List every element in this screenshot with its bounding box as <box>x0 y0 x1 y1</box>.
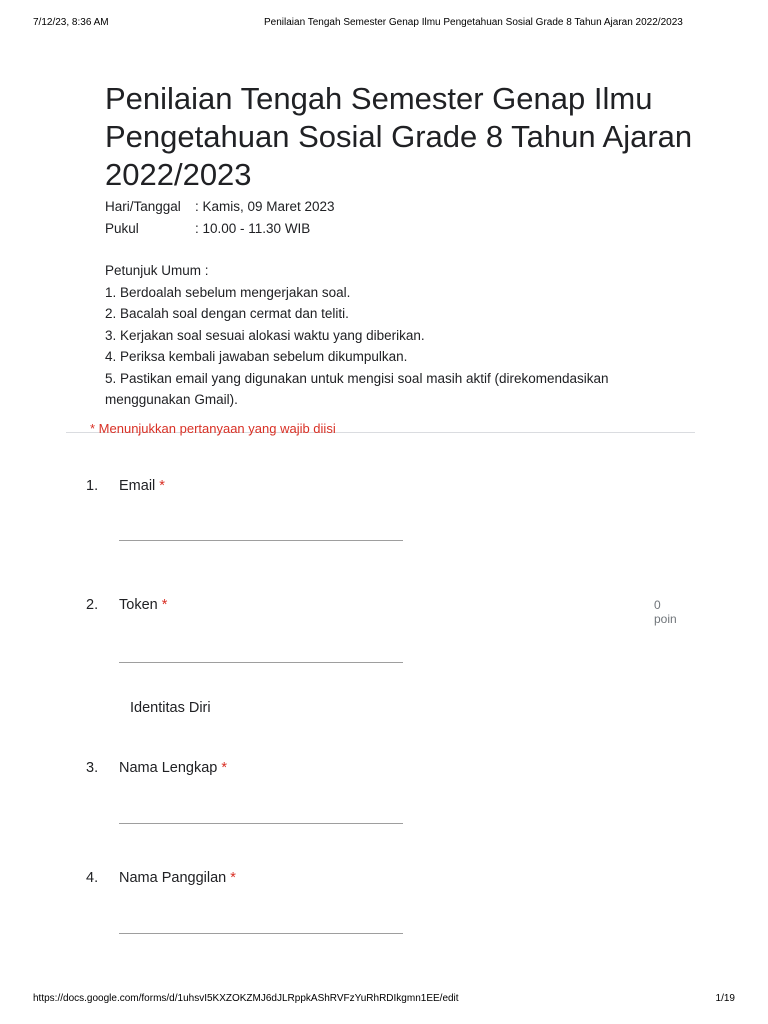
token-input[interactable] <box>119 662 403 663</box>
question-label <box>119 478 165 494</box>
question-label-text: Token <box>119 597 158 613</box>
print-url: https://docs.google.com/forms/d/1uhsvI5KXZOKZMJ6dJLRppkAShRVFzYuRhRDIkgmn1EE/edit <box>33 993 459 1004</box>
email-input[interactable] <box>119 540 403 541</box>
print-doc-title: Penilaian Tengah Semester Genap Ilmu Pengetahuan Sosial Grade 8 Tahun Ajaran 2022/2023 <box>264 17 683 28</box>
info-row-date <box>105 196 685 218</box>
instruction-item: 4. Periksa kembali jawaban sebelum dikumpulkan. <box>105 349 408 364</box>
instruction-item: 5. Pastikan email yang digunakan untuk mengisi soal masih aktif (direkomendasikan menggunakan Gmail). <box>105 370 609 407</box>
info-label: Pukul <box>105 220 139 236</box>
full-name-input[interactable] <box>119 823 403 824</box>
question-number: 3. <box>86 760 99 776</box>
nickname-input[interactable] <box>119 933 403 934</box>
required-asterisk: * <box>159 478 165 494</box>
required-asterisk: * <box>161 597 168 613</box>
instructions <box>105 260 685 411</box>
question-label <box>119 760 227 776</box>
instructions-heading: Petunjuk Umum : <box>105 263 209 278</box>
question-label-text: Nama Panggilan <box>119 870 227 886</box>
info-value: : Kamis, 09 Maret 2023 <box>195 199 335 214</box>
question-label <box>119 870 236 886</box>
instruction-item: 1. Berdoalah sebelum mengerjakan soal. <box>105 284 351 300</box>
question-number: 2. <box>86 597 99 613</box>
print-page-number: 1/19 <box>715 993 735 1004</box>
question-label <box>119 597 167 613</box>
form-description <box>105 196 685 411</box>
print-date: 7/12/23, 8:36 AM <box>33 17 109 28</box>
instruction-item: 2. Bacalah soal dengan cermat dan teliti. <box>105 306 349 321</box>
form-title: Penilaian Tengah Semester Genap Ilmu Pengetahuan Sosial Grade 8 Tahun Ajaran 2022/2023 <box>105 81 693 192</box>
info-value: : 10.00 - 11.30 WIB <box>195 220 311 236</box>
question-label-text: Nama Lengkap <box>119 760 218 776</box>
question-number: 4. <box>86 870 99 886</box>
question-label-text: Email <box>119 478 156 494</box>
print-header <box>33 17 735 31</box>
required-asterisk: * <box>221 760 228 776</box>
instruction-item: 3. Kerjakan soal sesuai alokasi waktu yang diberikan. <box>105 327 425 343</box>
info-row-time <box>105 218 685 240</box>
required-asterisk: * <box>230 870 236 886</box>
question-points: 0 poin <box>654 598 677 626</box>
print-footer <box>33 993 735 1007</box>
section-title: Identitas Diri <box>130 700 211 716</box>
info-label: Hari/Tanggal <box>105 199 181 214</box>
question-number: 1. <box>86 478 99 494</box>
required-note: * Menunjukkan pertanyaan yang wajib diisi <box>90 421 336 436</box>
